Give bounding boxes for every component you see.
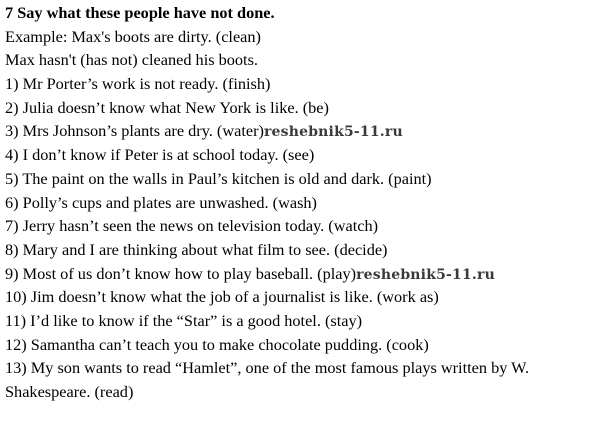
exercise-item-9 xyxy=(5,262,605,286)
exercise-item-2 xyxy=(5,96,605,120)
exercise-item-12 xyxy=(5,333,605,357)
watermark-text: reshebnik5-11.ru xyxy=(356,266,495,283)
exercise-item-6 xyxy=(5,191,605,215)
exercise-item-13 xyxy=(5,356,605,380)
exercise-item-7 xyxy=(5,214,605,238)
exercise-item-13-continued xyxy=(5,380,605,404)
exercise-item-4 xyxy=(5,143,605,167)
watermark-text: reshebnik5-11.ru xyxy=(263,124,403,141)
exercise-item-3 xyxy=(5,119,605,143)
exercise-title: 7 Say what these people have not done. xyxy=(5,3,275,22)
exercise-item-5 xyxy=(5,167,605,191)
item-text: 1) Mr Porter’s work is not ready. (finish) xyxy=(5,74,271,94)
item-text: 2) Julia doesn’t know what New York is like. (be) xyxy=(5,97,329,117)
item-text: 6) Polly’s cups and plates are unwashed. (wash) xyxy=(5,192,317,212)
item-text: 5) The paint on the walls in Paul’s kitchen is old and dark. (paint) xyxy=(5,168,432,188)
example-answer: Max hasn't (has not) cleaned his boots. xyxy=(5,50,258,70)
item-text: Shakespeare. (read) xyxy=(5,382,134,401)
exercise-item-11 xyxy=(5,309,605,333)
item-text: 8) Mary and I are thinking about what film to see. (decide) xyxy=(5,239,388,259)
item-text: 12) Samantha can’t teach you to make chocolate pudding. (cook) xyxy=(5,334,429,354)
exercise-document xyxy=(5,1,605,404)
exercise-item-8 xyxy=(5,238,605,262)
item-text: 3) Mrs Johnson’s plants are dry. (water) xyxy=(5,121,264,141)
item-text: 11) I’d like to know if the “Star” is a good hotel. (stay) xyxy=(5,310,363,330)
item-text: 13) My son wants to read “Hamlet”, one of the most famous plays written by W. xyxy=(5,358,530,378)
item-text: 4) I don’t know if Peter is at school today. (see) xyxy=(5,145,315,165)
item-text: 10) Jim doesn’t know what the job of a journalist is like. (work as) xyxy=(5,287,439,307)
example-line: Example: Max's boots are dirty. (clean) xyxy=(5,26,261,46)
item-text: 7) Jerry hasn’t seen the news on television today. (watch) xyxy=(5,216,379,236)
exercise-item-10 xyxy=(5,285,605,309)
item-text: 9) Most of us don’t know how to play baseball. (play) xyxy=(5,263,357,283)
exercise-item-1 xyxy=(5,72,605,96)
